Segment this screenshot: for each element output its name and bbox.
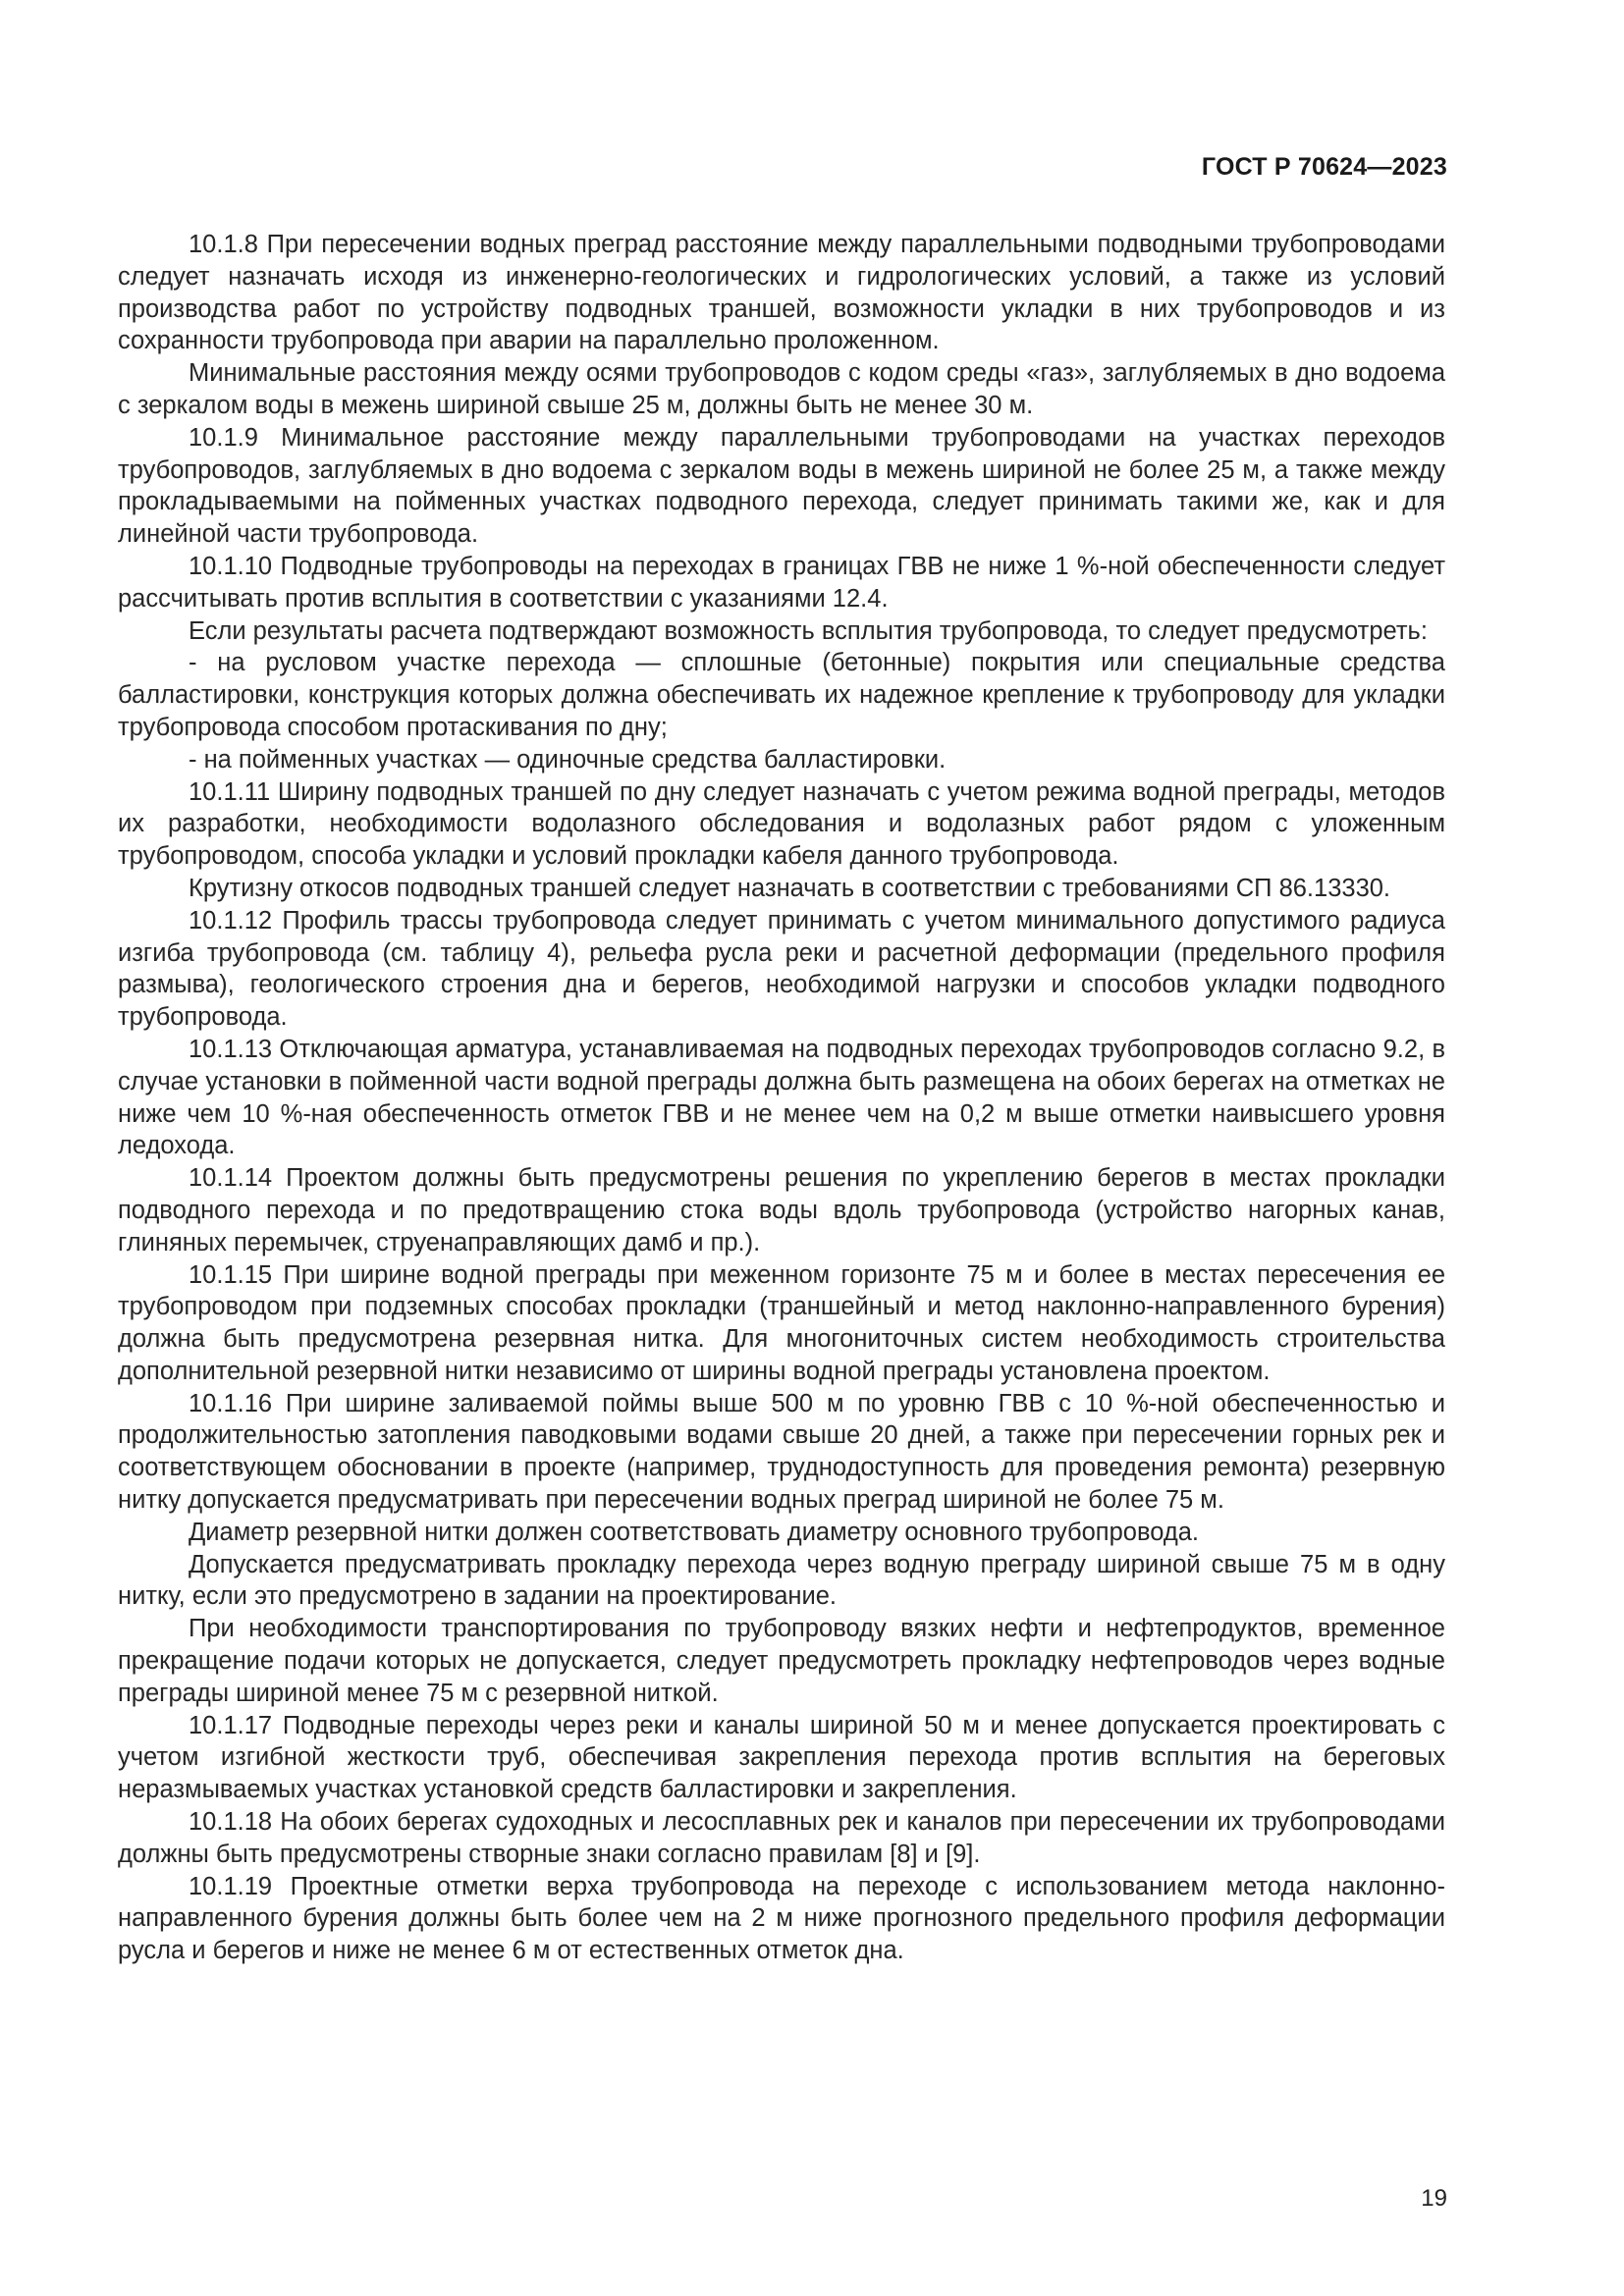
paragraph-10-1-14: 10.1.14 Проектом должны быть предусмотрены решения по укреплению берегов в местах прокладки подводного перехода и по предотвращению стока воды вдоль трубопровода (устройство нагорных канав, глиняных перемычек, струенаправляющих дамб и пр.). bbox=[118, 1164, 1445, 1256]
document-code-header: ГОСТ Р 70624—2023 bbox=[1201, 153, 1447, 181]
paragraph-10-1-12: 10.1.12 Профиль трассы трубопровода следует принимать с учетом минимального допустимого радиуса изгиба трубопровода (см. таблицу 4), рельефа русла реки и расчетной деформации (предельного профиля размыва), геологического строения дна и берегов, необходимой нагрузки и способов укладки подводного трубопровода. bbox=[118, 906, 1445, 1032]
paragraph-10-1-8: 10.1.8 При пересечении водных преград расстояние между параллельными подводными трубопроводами следует назначать исходя из инженерно-геологических и гидрологических условий, а также из условий производства работ по устройству подводных траншей, возможности укладки в них трубопроводов и из сохранности трубопровода при аварии на параллельно проложенном. bbox=[118, 231, 1445, 355]
paragraph-single-line-allowed: Допускается предусматривать прокладку перехода через водную преграду шириной свыше 75 м в одну нитку, если это предусмотрено в задании на проектирование. bbox=[118, 1550, 1445, 1611]
list-item-channel-section: - на русловом участке перехода — сплошные (бетонные) покрытия или специальные средства балластировки, конструкция которых должна обеспечивать их надежное крепление к трубопроводу для укладки трубопровода способом протаскивания по дну; bbox=[118, 649, 1445, 741]
paragraph-slope-steepness: Крутизну откосов подводных траншей следует назначать в соответствии с требованиями СП 86.13330. bbox=[189, 874, 1391, 902]
paragraph-viscous-oil: При необходимости транспортирования по трубопроводу вязких нефти и нефтепродуктов, временное прекращение подачи которых не допускается, следует предусмотреть прокладку нефтепроводов через водные преграды шириной менее 75 м с резервной ниткой. bbox=[118, 1615, 1445, 1707]
list-item-floodplain-section: - на пойменных участках — одиночные средства балластировки. bbox=[189, 745, 947, 774]
paragraph-flotation-provision: Если результаты расчета подтверждают возможность всплытия трубопровода, то следует предусмотреть: bbox=[189, 616, 1428, 645]
paragraph-10-1-19: 10.1.19 Проектные отметки верха трубопровода на переходе с использованием метода наклонно-направленного бурения должны быть более чем на 2 м ниже прогнозного предельного профиля деформации русла и берегов и ниже не менее 6 м от естественных отметок дна. bbox=[118, 1872, 1445, 1965]
paragraph-10-1-13: 10.1.13 Отключающая арматура, устанавливаемая на подводных переходах трубопроводов согласно 9.2, в случае установки в пойменной части водной преграды должна быть размещена на обоих берегах на отметках не ниже чем 10 %-ная обеспеченность отметок ГВВ и не менее чем на 0,2 м выше отметки наивысшего уровня ледохода. bbox=[118, 1035, 1445, 1160]
document-body bbox=[118, 229, 1445, 1967]
paragraph-10-1-18: 10.1.18 На обоих берегах судоходных и лесосплавных рек и каналов при пересечении их трубопроводами должны быть предусмотрены створные знаки согласно правилам [8] и [9]. bbox=[118, 1808, 1445, 1868]
paragraph-10-1-16: 10.1.16 При ширине заливаемой поймы выше 500 м по уровню ГВВ с 10 %-ной обеспеченностью и продолжительностью затопления паводковыми водами свыше 20 дней, а также при пересечении горных рек и соответствующем обосновании в проекте (например, труднодоступность для проведения ремонта) резервную нитку допускается предусматривать при пересечении водных преград шириной не более 75 м. bbox=[118, 1389, 1445, 1515]
paragraph-10-1-17: 10.1.17 Подводные переходы через реки и каналы шириной 50 м и менее допускается проектировать с учетом изгибной жесткости труб, обеспечивая закрепления перехода против всплытия на береговых неразмываемых участках установкой средств балластировки и закрепления. bbox=[118, 1711, 1445, 1804]
paragraph-10-1-15: 10.1.15 При ширине водной преграды при меженном горизонте 75 м и более в местах пересечения ее трубопроводом при подземных способах прокладки (траншейный и метод наклонно-направленного бурения) должна быть предусмотрена резервная нитка. Для многониточных систем необходимость строительства дополнительной резервной нитки независимо от ширины водной преграды установлена проектом. bbox=[118, 1260, 1445, 1385]
paragraph-reserve-diameter: Диаметр резервной нитки должен соответствовать диаметру основного трубопровода. bbox=[189, 1518, 1200, 1546]
paragraph-min-gas-distance: Минимальные расстояния между осями трубопроводов с кодом среды «газ», заглубляемых в дно водоема с зеркалом воды в межень шириной свыше 25 м, должны быть не менее 30 м. bbox=[118, 359, 1445, 419]
page-number: 19 bbox=[1421, 2185, 1447, 2212]
paragraph-10-1-9: 10.1.9 Минимальное расстояние между параллельными трубопроводами на участках переходов трубопроводов, заглубляемых в дно водоема с зеркалом воды в межень шириной не более 25 м, а также между прокладываемыми на пойменных участках подводного перехода, следует принимать такими же, как и для линейной части трубопровода. bbox=[118, 423, 1445, 549]
paragraph-10-1-11: 10.1.11 Ширину подводных траншей по дну следует назначать с учетом режима водной преграды, методов их разработки, необходимости водолазного обследования и водолазных работ рядом с уложенным трубопроводом, способа укладки и условий прокладки кабеля данного трубопровода. bbox=[118, 777, 1445, 871]
paragraph-10-1-10: 10.1.10 Подводные трубопроводы на переходах в границах ГВВ не ниже 1 %-ной обеспеченности следует рассчитывать против всплытия в соответствии с указаниями 12.4. bbox=[118, 552, 1445, 613]
